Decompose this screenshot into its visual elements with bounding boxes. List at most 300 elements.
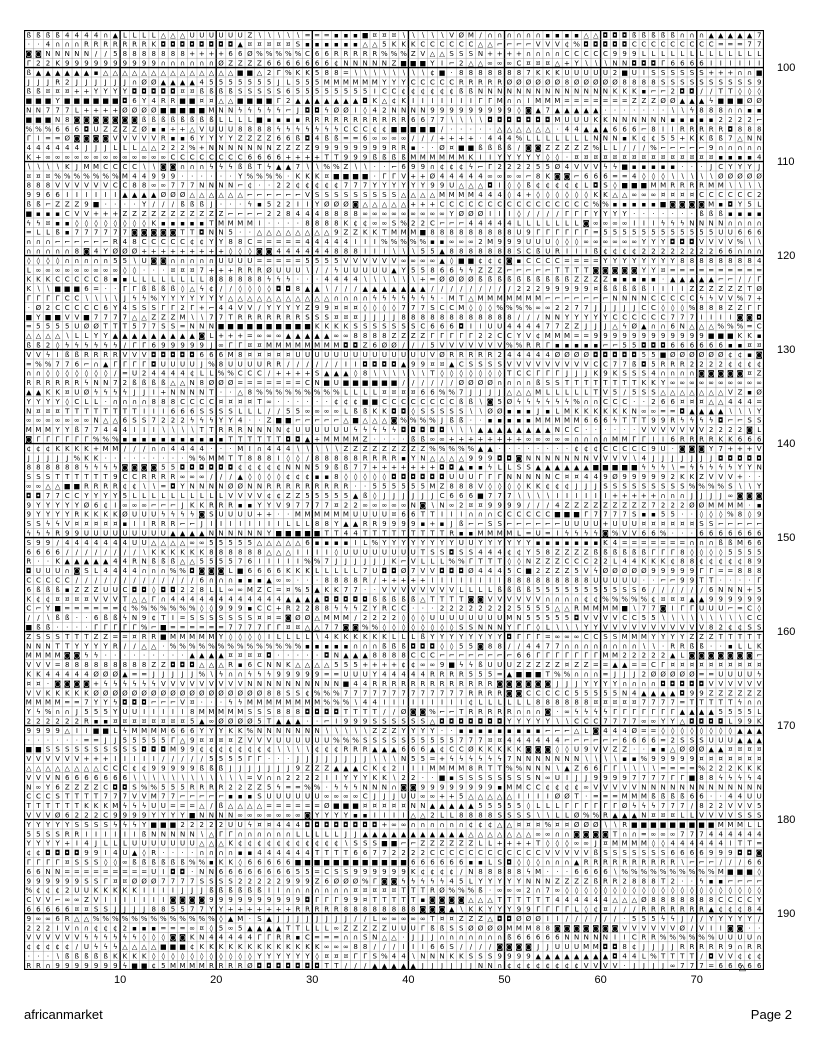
stitch-symbol: T xyxy=(64,473,70,481)
stitch-symbol: ϟ xyxy=(334,605,339,613)
stitch-symbol: ▪ xyxy=(151,125,156,133)
stitch-symbol: ■ xyxy=(256,97,263,105)
stitch-symbol: ▲ xyxy=(449,360,455,368)
stitch-symbol: R xyxy=(219,501,224,509)
stitch-symbol: ß xyxy=(200,201,205,209)
stitch-symbol: ⌐ xyxy=(237,210,243,218)
stitch-symbol: = xyxy=(747,323,753,331)
stitch-symbol: ◙ xyxy=(83,116,90,124)
stitch-symbol: R xyxy=(257,266,262,274)
stitch-symbol: I xyxy=(431,577,433,585)
stitch-symbol: △ xyxy=(487,41,493,49)
stitch-symbol: ◊ xyxy=(66,370,70,378)
stitch-symbol: ϟ xyxy=(113,389,118,397)
stitch-symbol: % xyxy=(458,558,465,566)
stitch-symbol: Γ xyxy=(133,624,137,632)
stitch-symbol: ▪ xyxy=(286,116,291,124)
stitch-symbol: U xyxy=(295,266,300,274)
stitch-symbol: △ xyxy=(113,69,119,77)
stitch-symbol: M xyxy=(208,633,214,641)
stitch-symbol: · xyxy=(105,201,107,209)
stitch-symbol: ◙ xyxy=(592,266,599,274)
stitch-symbol: ◙ xyxy=(535,144,542,152)
stitch-symbol: △ xyxy=(141,69,147,77)
stitch-symbol: / xyxy=(335,285,338,293)
stitch-symbol: M xyxy=(343,511,349,519)
stitch-symbol: C xyxy=(603,445,608,453)
stitch-symbol: T xyxy=(429,370,435,378)
stitch-symbol: U xyxy=(382,266,387,274)
stitch-symbol: ▲ xyxy=(314,595,320,603)
stitch-symbol: ▪ xyxy=(65,219,70,227)
stitch-symbol: + xyxy=(208,50,214,58)
stitch-symbol: ■ xyxy=(621,69,628,77)
stitch-symbol: I xyxy=(556,530,558,538)
stitch-symbol: ▪ xyxy=(324,473,329,481)
stitch-symbol: ß xyxy=(142,285,147,293)
stitch-symbol: L xyxy=(46,229,50,237)
stitch-symbol: S xyxy=(642,370,647,378)
stitch-symbol: R xyxy=(478,78,483,86)
stitch-symbol: 6 xyxy=(238,50,243,58)
stitch-symbol: / xyxy=(28,614,31,622)
stitch-symbol: R xyxy=(209,501,214,509)
stitch-symbol: ß xyxy=(459,520,464,528)
stitch-symbol: N xyxy=(612,135,617,143)
stitch-symbol: ◊ xyxy=(508,483,512,491)
stitch-symbol: R xyxy=(305,116,310,124)
stitch-symbol: M xyxy=(727,501,733,509)
stitch-symbol: ∞ xyxy=(381,219,387,227)
stitch-symbol: 7 xyxy=(257,624,261,632)
stitch-symbol: S xyxy=(353,323,358,331)
stitch-symbol: = xyxy=(160,483,166,491)
stitch-symbol: I xyxy=(662,285,664,293)
stitch-symbol: 6 xyxy=(709,530,714,538)
stitch-symbol: ¤ xyxy=(248,342,253,350)
stitch-symbol: 2 xyxy=(46,60,50,68)
stitch-symbol: △ xyxy=(478,60,484,68)
stitch-symbol: + xyxy=(305,154,311,162)
stitch-symbol: L xyxy=(133,144,137,152)
stitch-symbol: ◊ xyxy=(690,548,694,556)
stitch-symbol: ∞ xyxy=(574,633,580,641)
stitch-symbol: ◊ xyxy=(450,624,454,632)
stitch-symbol: 9 xyxy=(334,229,338,237)
stitch-symbol: ■ xyxy=(74,483,81,491)
stitch-symbol: I xyxy=(739,60,741,68)
stitch-symbol: V xyxy=(132,351,137,359)
stitch-symbol: Γ xyxy=(430,332,434,340)
stitch-symbol: ▲ xyxy=(170,78,176,86)
stitch-symbol: % xyxy=(429,445,436,453)
stitch-symbol: C xyxy=(632,313,637,321)
stitch-symbol: ϟ xyxy=(545,398,550,406)
stitch-symbol: V xyxy=(603,454,608,462)
stitch-symbol: ϟ xyxy=(699,295,704,303)
stitch-symbol: ¤ xyxy=(690,154,695,162)
stitch-symbol: △ xyxy=(401,201,407,209)
stitch-symbol: 8 xyxy=(507,577,511,585)
stitch-symbol: △ xyxy=(180,558,186,566)
stitch-symbol: Y xyxy=(439,539,445,547)
stitch-symbol: K xyxy=(324,586,329,594)
stitch-symbol: Z xyxy=(123,210,128,218)
stitch-symbol: ◙ xyxy=(102,135,109,143)
stitch-symbol: M xyxy=(324,78,330,86)
stitch-symbol: / xyxy=(547,210,550,218)
stitch-symbol: ¤ xyxy=(747,342,752,350)
stitch-symbol: % xyxy=(304,389,311,397)
stitch-symbol: 9 xyxy=(113,473,117,481)
stitch-symbol: ⌐ xyxy=(401,558,407,566)
stitch-symbol: V xyxy=(430,351,435,359)
stitch-symbol: 9 xyxy=(565,285,569,293)
stitch-symbol: 9 xyxy=(411,520,415,528)
stitch-symbol: ∖ xyxy=(728,182,732,190)
stitch-symbol: C xyxy=(209,154,214,162)
stitch-symbol: ◘ xyxy=(228,41,234,49)
stitch-symbol: ■ xyxy=(189,107,196,115)
stitch-symbol: S xyxy=(449,50,454,58)
stitch-symbol: + xyxy=(526,191,532,199)
stitch-symbol: 9 xyxy=(334,144,338,152)
stitch-symbol: Z xyxy=(295,144,300,152)
stitch-symbol: ⌐ xyxy=(257,191,263,199)
stitch-symbol: J xyxy=(594,304,597,312)
stitch-symbol: L xyxy=(209,586,213,594)
stitch-symbol: ◊ xyxy=(757,605,761,613)
stitch-symbol: N xyxy=(651,116,656,124)
stitch-symbol: + xyxy=(420,464,426,472)
stitch-symbol: · xyxy=(374,163,376,171)
stitch-symbol: ◘ xyxy=(209,41,215,49)
stitch-symbol: Z xyxy=(238,135,243,143)
stitch-symbol: N xyxy=(411,501,416,509)
stitch-symbol: V xyxy=(651,426,656,434)
stitch-symbol: R xyxy=(353,116,358,124)
stitch-symbol: ϟ xyxy=(123,389,128,397)
stitch-symbol: M xyxy=(199,633,205,641)
stitch-symbol: M xyxy=(304,342,310,350)
stitch-symbol: ■ xyxy=(304,530,311,538)
stitch-symbol: △ xyxy=(718,398,724,406)
stitch-symbol: 7 xyxy=(238,624,242,632)
stitch-symbol: Y xyxy=(660,379,666,387)
stitch-symbol: ß xyxy=(46,586,51,594)
stitch-symbol: V xyxy=(536,360,541,368)
stitch-symbol: ¢ xyxy=(267,464,271,472)
stitch-symbol: M xyxy=(506,614,512,622)
stitch-symbol: 6 xyxy=(603,417,608,425)
stitch-symbol: ▪ xyxy=(344,31,349,39)
stitch-symbol: = xyxy=(180,323,186,331)
stitch-symbol: △ xyxy=(708,323,714,331)
stitch-symbol: ◊ xyxy=(37,257,41,265)
stitch-symbol: 5 xyxy=(728,548,732,556)
stitch-symbol: N xyxy=(555,426,560,434)
stitch-symbol: K xyxy=(603,191,608,199)
stitch-symbol: S xyxy=(747,78,752,86)
stitch-symbol: △ xyxy=(314,614,320,622)
stitch-symbol: N xyxy=(132,614,137,622)
stitch-symbol: ¤ xyxy=(478,501,483,509)
stitch-symbol: S xyxy=(430,304,435,312)
stitch-symbol: ◊ xyxy=(748,511,752,519)
stitch-symbol: I xyxy=(441,60,443,68)
stitch-symbol: 8 xyxy=(728,257,732,265)
stitch-symbol: ▲ xyxy=(314,332,320,340)
stitch-symbol: S xyxy=(373,323,378,331)
stitch-symbol: 5 xyxy=(699,229,703,237)
stitch-symbol: ▲ xyxy=(564,464,570,472)
stitch-symbol: 5 xyxy=(536,163,540,171)
stitch-symbol: K xyxy=(190,548,195,556)
stitch-symbol: ϟ xyxy=(324,107,329,115)
stitch-symbol: ¢ xyxy=(248,182,252,190)
stitch-symbol: L xyxy=(527,135,531,143)
stitch-symbol: = xyxy=(583,257,589,265)
stitch-symbol: △ xyxy=(132,595,138,603)
stitch-symbol: ◙ xyxy=(141,229,148,237)
stitch-symbol: · xyxy=(220,172,222,180)
stitch-symbol: ⌐ xyxy=(516,41,522,49)
stitch-symbol: C xyxy=(709,41,714,49)
stitch-symbol: ¢ xyxy=(200,238,204,246)
stitch-symbol: ¤ xyxy=(248,41,253,49)
stitch-symbol: 5 xyxy=(334,257,338,265)
stitch-symbol: 5 xyxy=(257,78,261,86)
stitch-symbol: V xyxy=(497,342,502,350)
stitch-symbol: ▪ xyxy=(247,605,252,613)
stitch-symbol: U xyxy=(459,473,464,481)
stitch-symbol: ◘ xyxy=(420,473,426,481)
stitch-symbol: U xyxy=(343,266,348,274)
stitch-symbol: ϟ xyxy=(84,379,89,387)
stitch-symbol: T xyxy=(400,530,406,538)
stitch-symbol: C xyxy=(593,50,598,58)
stitch-symbol: 6 xyxy=(642,530,647,538)
stitch-symbol: Γ xyxy=(27,135,31,143)
stitch-symbol: ¤ xyxy=(680,154,685,162)
stitch-symbol: △ xyxy=(209,69,215,77)
stitch-symbol: ◊ xyxy=(517,483,521,491)
stitch-symbol: R xyxy=(113,483,118,491)
stitch-symbol: · xyxy=(230,201,232,209)
stitch-symbol: ■ xyxy=(256,323,263,331)
stitch-symbol: % xyxy=(275,389,282,397)
stitch-symbol: 2 xyxy=(276,210,280,218)
stitch-symbol: I xyxy=(585,248,587,256)
stitch-symbol: 8 xyxy=(478,69,482,77)
stitch-symbol: ¢ xyxy=(27,445,31,453)
stitch-symbol: 4 xyxy=(517,351,522,359)
stitch-symbol: ◙ xyxy=(266,248,273,256)
stitch-symbol: ▪ xyxy=(613,201,618,209)
stitch-symbol: = xyxy=(74,605,80,613)
stitch-symbol: ß xyxy=(152,116,157,124)
stitch-symbol: ▪ xyxy=(593,539,598,547)
stitch-symbol: 5 xyxy=(757,586,761,594)
stitch-symbol: V xyxy=(382,586,387,594)
stitch-symbol: I xyxy=(451,577,453,585)
stitch-symbol: ⌐ xyxy=(602,295,608,303)
stitch-symbol: ∩ xyxy=(228,577,233,585)
stitch-symbol: T xyxy=(497,558,503,566)
stitch-symbol: ∖ xyxy=(670,172,674,180)
stitch-symbol: T xyxy=(208,426,214,434)
stitch-symbol: ¤ xyxy=(267,614,272,622)
stitch-symbol: C xyxy=(420,41,425,49)
stitch-symbol: ß xyxy=(651,31,656,39)
stitch-symbol: ◘ xyxy=(218,464,224,472)
stitch-symbol: 2 xyxy=(536,285,540,293)
stitch-symbol: 7 xyxy=(363,464,367,472)
stitch-symbol: / xyxy=(354,285,357,293)
stitch-symbol: N xyxy=(74,50,79,58)
stitch-symbol: V xyxy=(603,389,608,397)
stitch-symbol: R xyxy=(680,360,685,368)
stitch-symbol: ◘ xyxy=(180,41,186,49)
stitch-symbol: Y xyxy=(256,501,262,509)
stitch-symbol: 7 xyxy=(171,182,175,190)
stitch-symbol: ▲ xyxy=(584,107,590,115)
stitch-symbol: + xyxy=(372,464,378,472)
stitch-symbol: ∞ xyxy=(160,182,166,190)
stitch-symbol: ▲ xyxy=(93,558,99,566)
stitch-symbol: 4 xyxy=(728,398,733,406)
stitch-symbol: ⌐ xyxy=(237,182,243,190)
stitch-symbol: % xyxy=(410,417,417,425)
stitch-symbol: △ xyxy=(247,295,253,303)
stitch-symbol: △ xyxy=(468,295,474,303)
stitch-symbol: · xyxy=(230,389,232,397)
stitch-symbol: ▲ xyxy=(689,595,695,603)
stitch-symbol: · xyxy=(364,586,366,594)
stitch-symbol: 6 xyxy=(276,567,281,575)
stitch-symbol: ∞ xyxy=(362,501,368,509)
stitch-symbol: I xyxy=(278,520,280,528)
stitch-symbol: ▪ xyxy=(574,539,579,547)
stitch-symbol: ⌐ xyxy=(727,276,733,284)
stitch-symbol: S xyxy=(152,304,157,312)
stitch-symbol: 8 xyxy=(363,370,367,378)
stitch-symbol: / xyxy=(527,501,530,509)
stitch-symbol: Y xyxy=(516,154,522,162)
stitch-symbol: ■ xyxy=(25,97,32,105)
stitch-symbol: C xyxy=(411,78,416,86)
stitch-symbol: J xyxy=(603,323,606,331)
stitch-symbol: 7 xyxy=(747,295,751,303)
stitch-symbol: ◘ xyxy=(189,464,195,472)
stitch-symbol: ϟ xyxy=(661,219,666,227)
stitch-symbol: · xyxy=(306,398,308,406)
stitch-symbol: N xyxy=(622,116,627,124)
stitch-symbol: ϟ xyxy=(161,511,166,519)
stitch-symbol: 9 xyxy=(65,530,69,538)
stitch-symbol: 2 xyxy=(180,586,184,594)
stitch-symbol: Γ xyxy=(123,285,127,293)
stitch-symbol: R xyxy=(103,41,108,49)
stitch-symbol: ϟ xyxy=(603,163,608,171)
stitch-symbol: K xyxy=(199,501,204,509)
stitch-symbol: T xyxy=(333,530,339,538)
stitch-symbol: 4 xyxy=(497,567,502,575)
stitch-symbol: 2 xyxy=(36,60,40,68)
stitch-symbol: ◊ xyxy=(546,191,550,199)
stitch-symbol: ◙ xyxy=(717,370,724,378)
stitch-symbol: ¢ xyxy=(411,88,415,96)
stitch-symbol: N xyxy=(65,50,70,58)
stitch-symbol: I xyxy=(143,520,145,528)
stitch-symbol: 9 xyxy=(651,473,655,481)
stitch-symbol: 2 xyxy=(65,78,69,86)
stitch-symbol: ∩ xyxy=(661,492,666,500)
stitch-symbol: Z xyxy=(565,567,570,575)
stitch-symbol: ▪ xyxy=(334,539,339,547)
stitch-symbol: S xyxy=(651,483,656,491)
stitch-symbol: ∖ xyxy=(430,501,434,509)
stitch-symbol: 2 xyxy=(526,285,530,293)
stitch-symbol: + xyxy=(439,135,445,143)
stitch-symbol: ▪ xyxy=(622,276,627,284)
stitch-symbol: T xyxy=(718,88,724,96)
stitch-symbol: 6 xyxy=(103,304,108,312)
stitch-symbol: M xyxy=(237,445,243,453)
stitch-symbol: 8 xyxy=(27,464,31,472)
stitch-symbol: / xyxy=(402,342,405,350)
stitch-symbol: · xyxy=(105,454,107,462)
stitch-symbol: ⌐ xyxy=(689,144,695,152)
stitch-symbol: Ø xyxy=(305,614,311,622)
stitch-symbol: % xyxy=(506,342,513,350)
stitch-symbol: ▲ xyxy=(593,107,599,115)
stitch-symbol: ∞ xyxy=(391,210,397,218)
stitch-symbol: ▪ xyxy=(670,163,675,171)
stitch-symbol: K xyxy=(151,41,156,49)
stitch-symbol: U xyxy=(247,257,252,265)
stitch-symbol: 6 xyxy=(728,530,733,538)
stitch-symbol: 5 xyxy=(565,586,569,594)
stitch-symbol: ß xyxy=(65,351,70,359)
stitch-symbol: △ xyxy=(718,389,724,397)
stitch-symbol: U xyxy=(161,530,166,538)
stitch-symbol: T xyxy=(276,436,282,444)
stitch-symbol: + xyxy=(747,445,753,453)
stitch-symbol: ◊ xyxy=(431,624,435,632)
stitch-symbol: ▪ xyxy=(747,351,752,359)
stitch-symbol: ▲ xyxy=(670,276,676,284)
stitch-symbol: ∞ xyxy=(35,417,41,425)
stitch-symbol: ◊ xyxy=(363,304,367,312)
stitch-symbol: 5 xyxy=(574,586,578,594)
stitch-symbol: 5 xyxy=(536,548,540,556)
stitch-symbol: 4 xyxy=(324,248,329,256)
stitch-symbol: C xyxy=(526,201,531,209)
stitch-symbol: Γ xyxy=(113,360,117,368)
stitch-symbol: ◊ xyxy=(94,219,98,227)
stitch-symbol: 7 xyxy=(152,417,156,425)
stitch-symbol: ∞ xyxy=(372,210,378,218)
stitch-symbol: ∩ xyxy=(555,50,560,58)
stitch-symbol: U xyxy=(488,323,493,331)
stitch-symbol: S xyxy=(699,69,704,77)
stitch-symbol: V xyxy=(228,492,233,500)
stitch-symbol: U xyxy=(382,351,387,359)
stitch-symbol: ¢ xyxy=(565,483,569,491)
stitch-symbol: ∩ xyxy=(661,323,666,331)
stitch-symbol: N xyxy=(382,60,387,68)
